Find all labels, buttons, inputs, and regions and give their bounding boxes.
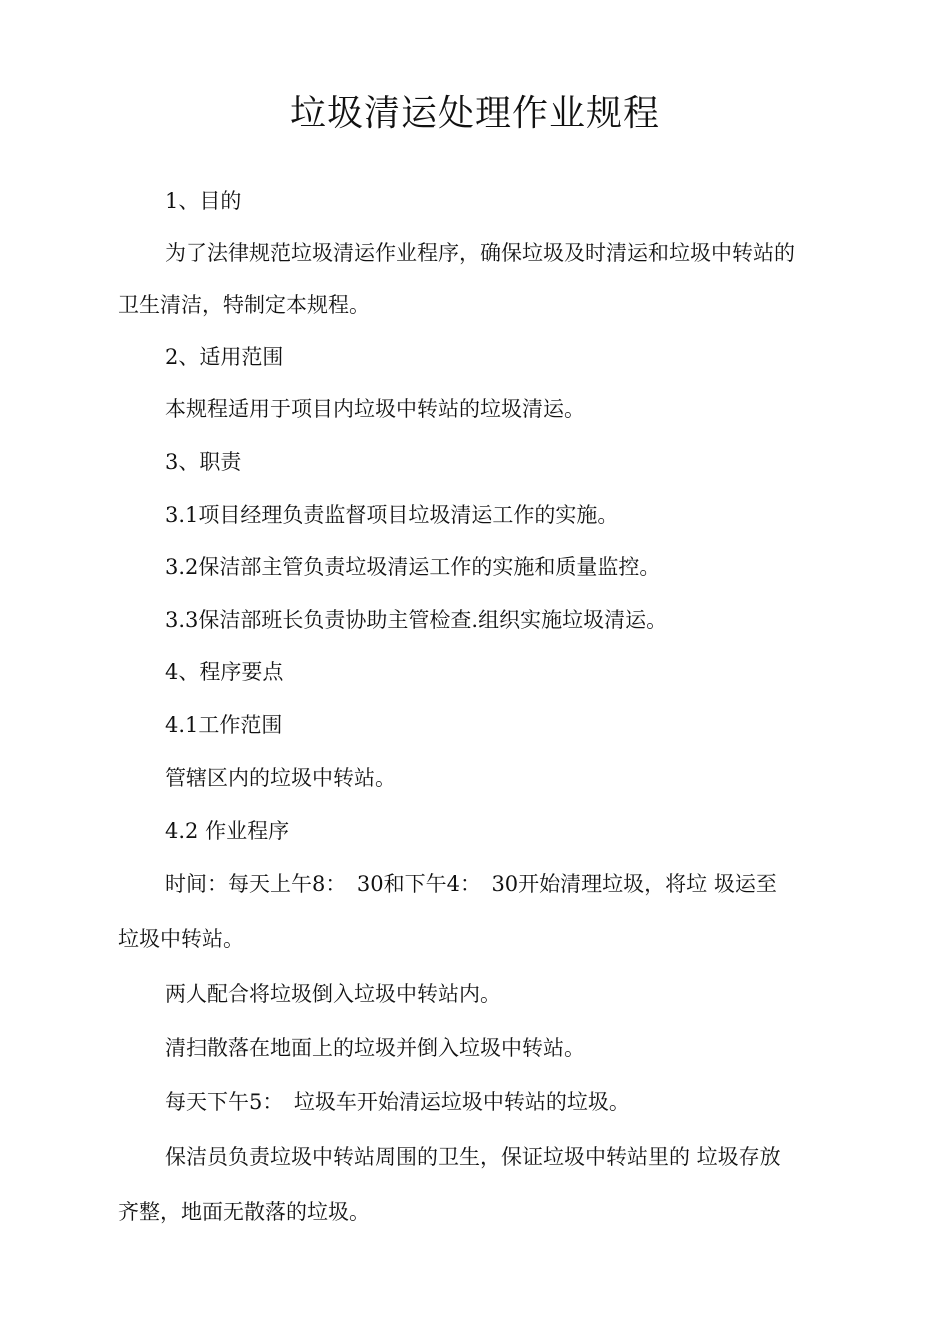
subsection-heading-work-scope: 4.1工作范围 (165, 713, 283, 737)
paragraph-purpose-line-1: 为了法律规范垃圾清运作业程序，确保垃圾及时清运和垃圾中转站的 (165, 241, 795, 265)
responsibility-3-3: 3.3保洁部班长负责协助主管检查.组织实施垃圾清运。 (165, 608, 668, 632)
subsection-heading-work-procedure: 4.2 作业程序 (165, 819, 290, 843)
section-heading-scope: 2、适用范围 (165, 345, 284, 369)
paragraph-scope: 本规程适用于项目内垃圾中转站的垃圾清运。 (165, 397, 585, 421)
procedure-step-dump: 两人配合将垃圾倒入垃圾中转站内。 (165, 982, 501, 1006)
responsibility-3-1: 3.1项目经理负责监督项目垃圾清运工作的实施。 (165, 503, 619, 527)
document-title: 垃圾清运处理作业规程 (289, 93, 660, 134)
procedure-step-sweep: 清扫散落在地面上的垃圾并倒入垃圾中转站。 (165, 1036, 585, 1060)
paragraph-purpose-line-2: 卫生清洁，特制定本规程。 (118, 293, 370, 317)
procedure-step-cleaner-line-1: 保洁员负责垃圾中转站周围的卫生，保证垃圾中转站里的 垃圾存放 (165, 1145, 781, 1169)
section-heading-responsibilities: 3、职责 (165, 450, 242, 474)
procedure-time-line-1: 时间：每天上午8： 30和下午4： 30开始清理垃圾，将垃 圾运至 (165, 872, 777, 896)
procedure-step-cleaner-line-2: 齐整，地面无散落的垃圾。 (118, 1200, 370, 1224)
paragraph-work-scope: 管辖区内的垃圾中转站。 (165, 766, 396, 790)
section-heading-purpose: 1、目的 (165, 189, 242, 213)
section-heading-procedure: 4、程序要点 (165, 660, 284, 684)
procedure-step-truck: 每天下午5： 垃圾车开始清运垃圾中转站的垃圾。 (165, 1090, 630, 1114)
responsibility-3-2: 3.2保洁部主管负责垃圾清运工作的实施和质量监控。 (165, 555, 661, 579)
procedure-time-line-2: 垃圾中转站。 (118, 927, 244, 951)
